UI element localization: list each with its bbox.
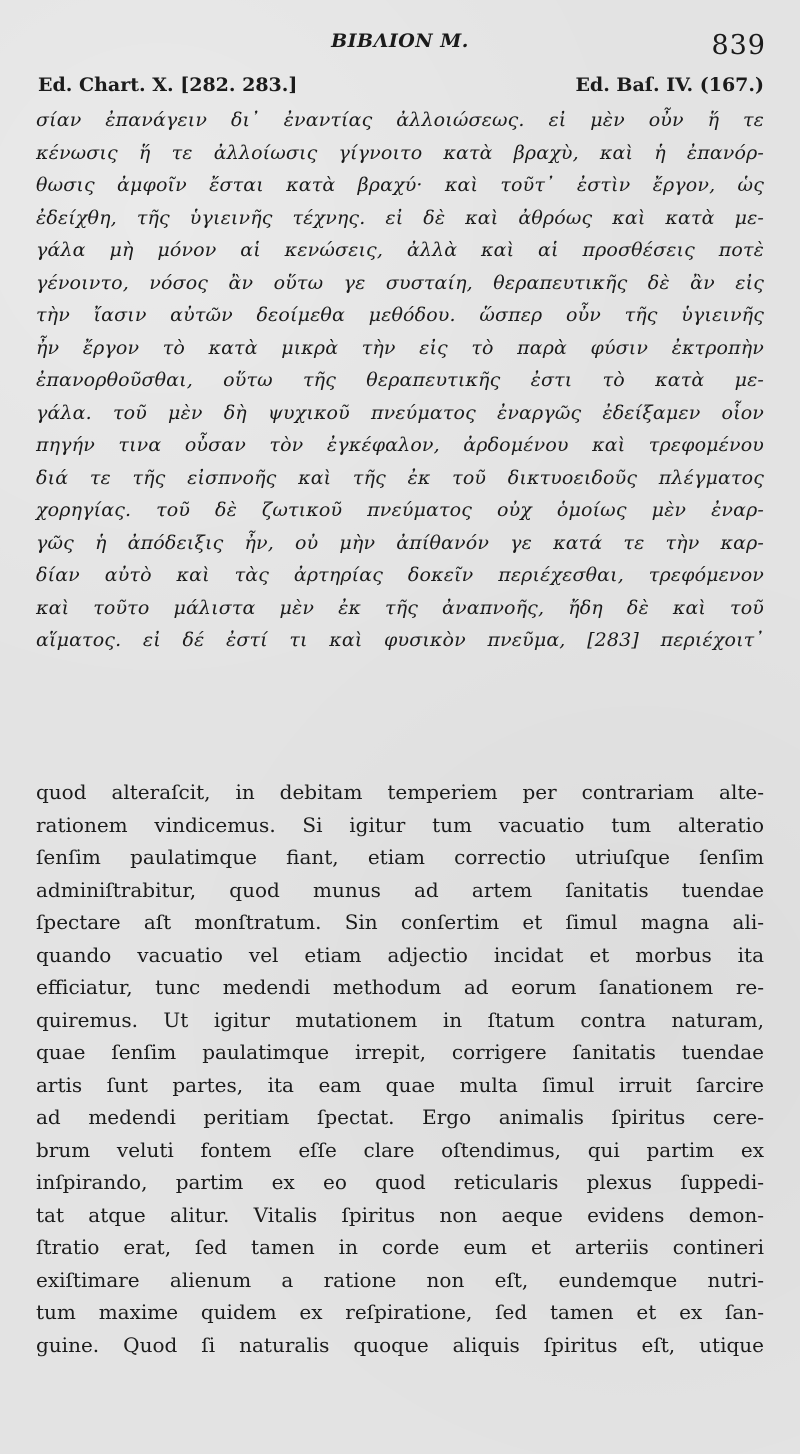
latin-text-block xyxy=(36,776,764,1361)
latin-line-2: rationem vindicemus. Si igitur tum vacuatio tum alteratio xyxy=(36,812,764,837)
greek-line-11: πηγήν τινα οὖσαν τὸν ἐγκέφαλον, ἀρδομένου καὶ τρεφομένου xyxy=(36,434,764,456)
greek-line-8: ἦν ἔργον τὸ κατὰ μικρὰ τὴν εἰς τὸ παρὰ φύσιν ἐκτροπὴν xyxy=(36,336,764,359)
greek-line-10: γάλα. τοῦ μὲν δὴ ψυχικοῦ πνεύματος ἐναργῶς ἐδείξαμεν οἷον xyxy=(36,401,764,424)
greek-line-5: γάλα μὴ μόνον αἱ κενώσεις, ἀλλὰ καὶ αἱ προσθέσεις ποτὲ xyxy=(36,239,764,261)
greek-text-block xyxy=(36,104,764,657)
running-head: ΒΙΒΛΙΟΝ Μ. xyxy=(331,30,469,52)
latin-line-14: tat atque alitur. Vitalis ſpiritus non aeque evidens demon- xyxy=(36,1202,764,1227)
page-number: 839 xyxy=(711,30,766,61)
latin-line-18: guine. Quod ſi naturalis quoque aliquis ſpiritus eſt, utique xyxy=(36,1332,764,1357)
left-edition-reference: Ed. Chart. X. [282. 283.] xyxy=(38,74,298,96)
latin-line-5: ſpectare aſt monſtratum. Sin conſertim et ſimul magna ali- xyxy=(36,910,764,934)
latin-line-11: ad medendi peritiam ſpectat. Ergo animalis ſpiritus cere- xyxy=(36,1105,764,1129)
greek-line-2: κένωσις ἥ τε ἀλλοίωσις γίγνοιτο κατὰ βραχὺ, καὶ ἡ ἐπανόρ- xyxy=(36,141,764,164)
greek-line-7: τὴν ἴασιν αὐτῶν δεοίμεθα μεθόδου. ὥσπερ οὖν τῆς ὑγιεινῆς xyxy=(36,304,764,326)
latin-line-9: quae ſenſim paulatimque irrepit, corrigere ſanitatis tuendae xyxy=(36,1040,764,1064)
greek-line-13: χορηγίας. τοῦ δὲ ζωτικοῦ πνεύματος οὐχ ὁμοίως μὲν ἐναρ- xyxy=(36,499,764,521)
edition-line xyxy=(38,74,764,102)
greek-line-17: αἵματος. εἰ δέ ἐστί τι καὶ φυσικὸν πνεῦμα, [283] περιέχοιτ᾽ xyxy=(36,629,764,651)
latin-line-3: ſenſim paulatimque fiant, etiam correctio utriuſque ſenſim xyxy=(36,845,764,869)
latin-line-13: inſpirando, partim ex eo quod reticularis plexus ſuppedi- xyxy=(36,1170,764,1194)
greek-line-1: σίαν ἐπανάγειν δι᾽ ἐναντίας ἀλλοιώσεως. εἰ μὲν οὖν ἥ τε xyxy=(36,109,764,131)
latin-line-1: quod alteraſcit, in debitam temperiem per contrariam alte- xyxy=(36,780,764,804)
latin-line-8: quiremus. Ut igitur mutationem in ſtatum contra naturam, xyxy=(36,1007,764,1032)
greek-line-12: διά τε τῆς εἰσπνοῆς καὶ τῆς ἐκ τοῦ δικτυοειδοῦς πλέγματος xyxy=(36,466,764,489)
latin-line-12: brum veluti fontem eſſe clare oſtendimus, qui partim ex xyxy=(36,1137,764,1162)
latin-line-17: tum maxime quidem ex reſpiratione, ſed tamen et ex ſan- xyxy=(36,1300,764,1324)
greek-line-3: θωσις ἀμφοῖν ἔσται κατὰ βραχύ· καὶ τοῦτ᾽ ἐστὶν ἔργον, ὡς xyxy=(36,174,764,196)
latin-line-7: efficiatur, tunc medendi methodum ad eorum ſanationem re- xyxy=(36,975,764,999)
greek-line-14: γῶς ἡ ἀπόδειξις ἦν, οὐ μὴν ἀπίθανόν γε κατά τε τὴν καρ- xyxy=(36,531,764,554)
latin-line-6: quando vacuatio vel etiam adjectio incidat et morbus ita xyxy=(36,942,764,967)
greek-line-6: γένοιντο, νόσος ἂν οὕτω γε συσταίη, θεραπευτικῆς δὲ ἂν εἰς xyxy=(36,271,764,294)
greek-line-9: ἐπανορθοῦσθαι, οὕτω τῆς θεραπευτικῆς ἐστι τὸ κατὰ με- xyxy=(36,369,764,391)
greek-line-16: καὶ τοῦτο μάλιστα μὲν ἐκ τῆς ἀναπνοῆς, ἤδη δὲ καὶ τοῦ xyxy=(36,596,764,619)
latin-line-16: exiſtimare alienum a ratione non eſt, eundemque nutri- xyxy=(36,1267,764,1292)
latin-line-4: adminiſtrabitur, quod munus ad artem ſanitatis tuendae xyxy=(36,877,764,902)
latin-line-10: artis ſunt partes, ita eam quae multa ſimul irruit ſarcire xyxy=(36,1072,764,1097)
greek-line-4: ἐδείχθη, τῆς ὑγιεινῆς τέχνης. εἰ δὲ καὶ ἀθρόως καὶ κατὰ με- xyxy=(36,206,764,229)
right-edition-reference: Ed. Baſ. IV. (167.) xyxy=(575,74,764,96)
greek-line-15: δίαν αὐτὸ καὶ τὰς ἀρτηρίας δοκεῖν περιέχεσθαι, τρεφόμενον xyxy=(36,564,764,586)
latin-line-15: ſtratio erat, ſed tamen in corde eum et arteriis contineri xyxy=(36,1235,764,1259)
